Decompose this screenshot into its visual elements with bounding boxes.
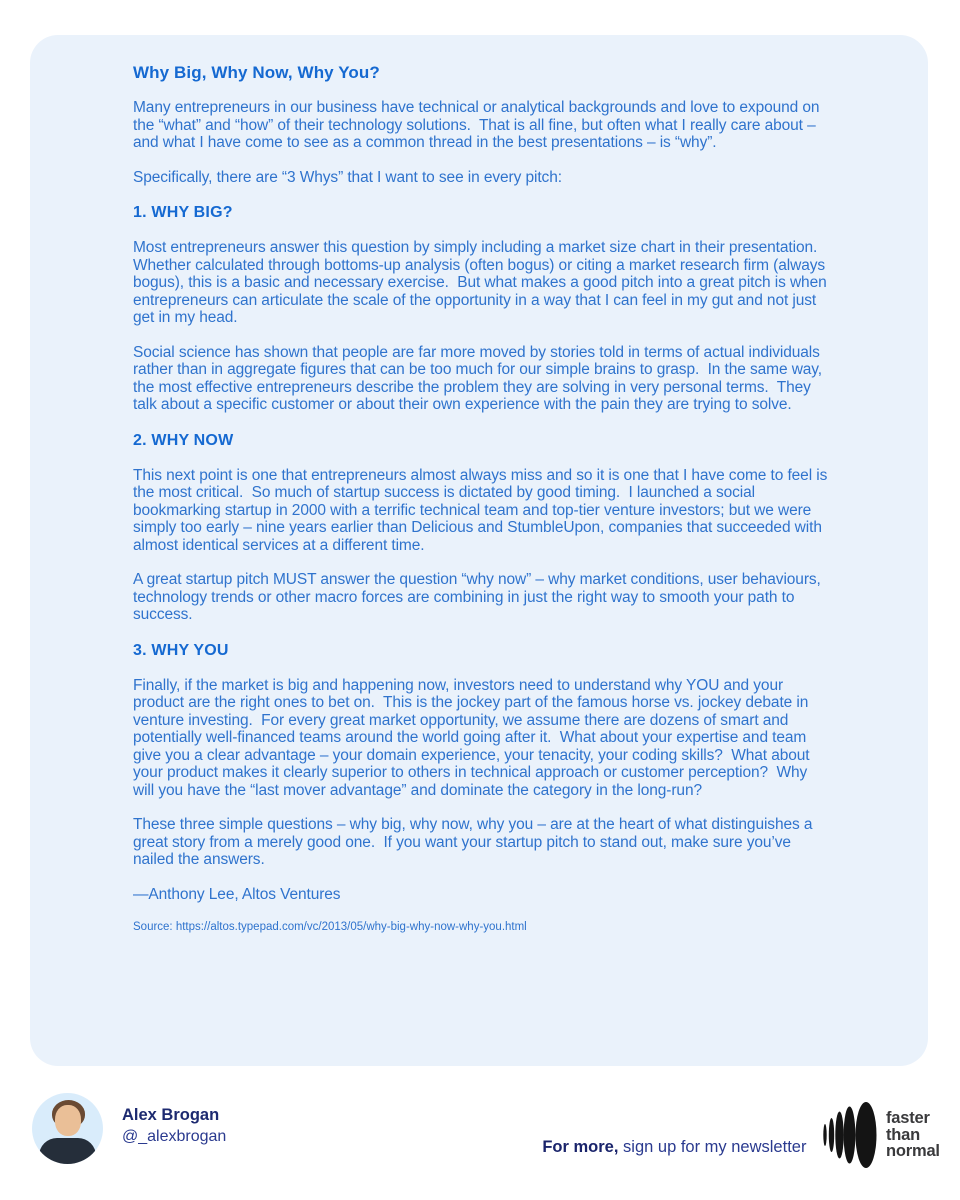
section-heading-why-big: 1. WHY BIG? xyxy=(133,204,233,221)
paragraph-conclusion: These three simple questions – why big, why now, why you – are at the heart of what distinguishes a great story from a merely good one. If you want your startup pitch to stand out, make sure you’ve nailed the answers. xyxy=(133,816,817,868)
paragraph-why-big-2: Social science has shown that people are far more moved by stories told in terms of actual individuals rather than in aggregate figures that can be too much for our simple brains to grasp. In the same way, the most effective entrepreneurs describe the problem they are solving in very personal terms. They talk about a specific customer or about their own experience with the pain they are trying to solve. xyxy=(133,343,827,413)
paragraph-why-you-1: Finally, if the market is big and happening now, investors need to understand why YOU and your product are the right ones to bet on. This is the jockey part of the famous horse vs. jockey debate in venture investing. For every great market opportunity, we assume there are dozens of smart and potentially well-financed teams around the world going after it. What about your expertise and team give you a clear advantage – your domain experience, your tenacity, your coding skills? What about your product makes it clearly superior to others in technical approach or customer perception? Why will you have the “last mover advantage” and dominate the category in the long-run? xyxy=(133,676,814,799)
paragraph-three-whys: Specifically, there are “3 Whys” that I want to see in every pitch: xyxy=(133,168,562,186)
avatar-face xyxy=(55,1105,81,1136)
avatar-shirt xyxy=(39,1138,96,1164)
logo-word-normal: normal xyxy=(886,1142,940,1161)
paragraph-intro: Many entrepreneurs in our business have technical or analytical backgrounds and love to expound on the “what” and “how” of their technology solutions. That is all fine, but often what I really care about – and what I have come to see as a common thread in the best presentations – is “why”. xyxy=(133,99,824,151)
section-heading-why-you: 3. WHY YOU xyxy=(133,641,229,659)
profile-name: Alex Brogan xyxy=(122,1106,220,1124)
newsletter-cta xyxy=(524,1119,806,1176)
paragraph-why-now-2: A great startup pitch MUST answer the question “why now” – why market conditions, user behaviours, technology trends or other macro forces are combining in just the right way to smooth your path to success. xyxy=(133,571,825,623)
source-url: Source: https://altos.typepad.com/vc/2013/05/why-big-why-now-why-you.html xyxy=(133,921,527,933)
paragraph-why-big-1: Most entrepreneurs answer this question by simply including a market size chart in their presentation. Whether calculated through bottoms-up analysis (often bogus) or citing a market research firm (always bogus), this is a basic and necessary exercise. But what makes a good pitch into a great pitch is when entrepreneurs can articulate the scale of the opportunity in a way that I can feel in my gut and not just get in my head. xyxy=(133,239,831,326)
section-heading-why-now: 2. WHY NOW xyxy=(133,431,234,449)
soundwave-bars-icon xyxy=(822,1102,880,1168)
content-card xyxy=(30,35,928,1066)
paragraph-why-now-1: This next point is one that entrepreneurs almost always miss and so it is one that I have come to feel is the most critical. So much of startup success is dictated by good timing. I launched a social bookmarking startup in 2000 with a terrific technical team and top-tier venture investors; but we were simply too early – nine years earlier than Delicious and StumbleUpon, companies that succeeded with almost identical services at a different time. xyxy=(133,466,832,554)
logo-word-faster: faster xyxy=(886,1109,930,1128)
attribution: —Anthony Lee, Altos Ventures xyxy=(133,885,341,903)
profile-handle: @_alexbrogan xyxy=(122,1128,227,1145)
avatar xyxy=(32,1093,103,1164)
newsletter-cta-rest: sign up for my newsletter xyxy=(618,1138,807,1156)
logo-word-than: than xyxy=(886,1125,921,1144)
article-title: Why Big, Why Now, Why You? xyxy=(133,63,380,82)
newsletter-cta-lead: For more, xyxy=(542,1138,619,1156)
faster-than-normal-logo xyxy=(822,1102,940,1168)
logo-wordmark xyxy=(886,1110,940,1160)
